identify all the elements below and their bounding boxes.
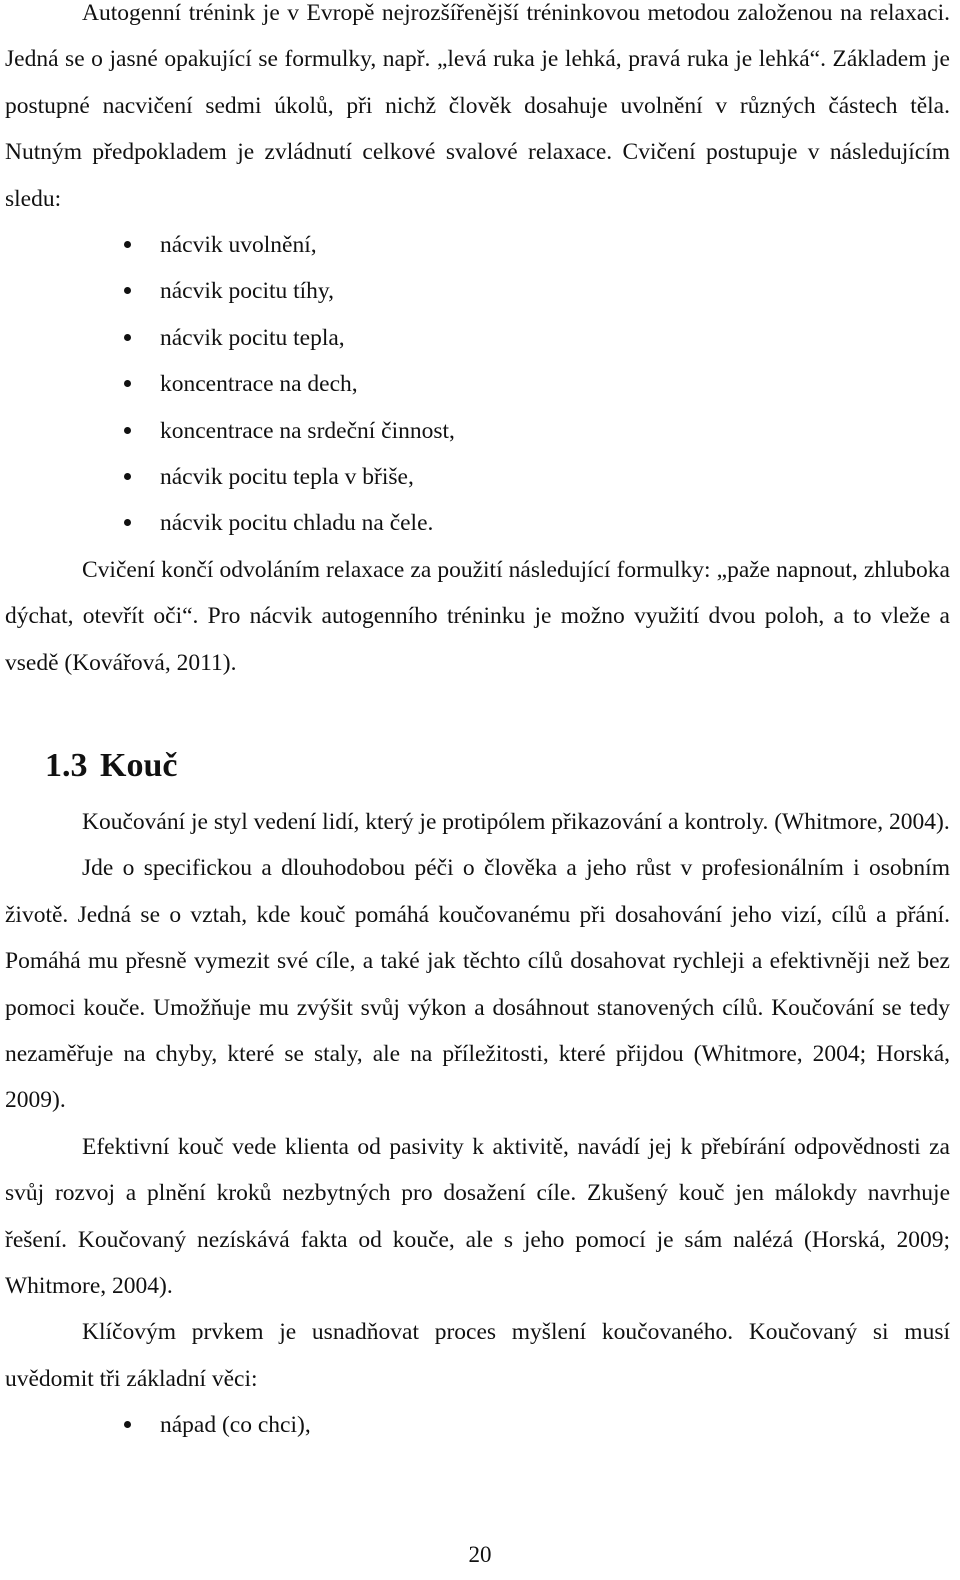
body-paragraph: Klíčovým prvkem je usnadňovat proces myšlení koučovaného. Koučovaný si musí uvědomit tři základní věci: (5, 1319, 950, 1392)
list-item: nácvik pocitu tepla, (5, 315, 950, 361)
bullet-icon (124, 334, 131, 341)
page-number: 20 (468, 1542, 492, 1567)
list-item: koncentrace na srdeční činnost, (5, 408, 950, 454)
coach-section (5, 799, 950, 1449)
closing-paragraph: Cvičení končí odvoláním relaxace za použití následující formulky: „paže napnout, zhluboka dýchat, otevřít oči“. Pro nácvik autogenního tréninku je možno využití dvou poloh, a to vleže a vsedě (Kovářová, 2011). (5, 556, 950, 676)
section-number: 1.3 (45, 747, 88, 784)
list-item: nácvik uvolnění, (5, 222, 950, 268)
list-item: koncentrace na dech, (5, 361, 950, 407)
bullet-icon (124, 473, 131, 480)
intro-section (5, 0, 950, 686)
section-title: Kouč (100, 747, 178, 784)
body-paragraph: Jde o specifickou a dlouhodobou péči o člověka a jeho růst v profesionálním i osobním životě. Jedná se o vztah, kde kouč pomáhá koučovanému při dosahování jeho vizí, cílů a přání. Pomáhá mu přesně vymezit své cíle, a také jak těchto cílů dosahovat rychleji a efektivněji než bez pomoci kouče. Umožňuje mu zvýšit svůj výkon a dosáhnout stanovených cílů. Koučování se tedy nezaměřuje na chyby, které se staly, ale na příležitosti, které přijdou (Whitmore, 2004; Horská, 2009). (5, 855, 950, 1114)
bullet-icon (124, 380, 131, 387)
body-paragraph: Efektivní kouč vede klienta od pasivity k aktivitě, navádí jej k přebírání odpovědnosti za svůj rozvoj a plnění kroků nezbytných pro dosažení cíle. Zkušený kouč jen málokdy navrhuje řešení. Koučovaný nezískává fakta od kouče, ale s jeho pomocí je sám nalézá (Horská, 2009; Whitmore, 2004). (5, 1133, 950, 1300)
bullet-icon (124, 287, 131, 294)
list-item: nácvik pocitu tíhy, (5, 268, 950, 314)
body-paragraph: Koučování je styl vedení lidí, který je protipólem přikazování a kontroly. (Whitmore, 2004). (82, 809, 950, 835)
exercise-list (5, 222, 950, 547)
awareness-list (5, 1402, 950, 1448)
intro-paragraph: Autogenní trénink je v Evropě nejrozšířenější tréninkovou metodou založenou na relaxaci. Jedná se o jasné opakující se formulky, např. „levá ruka je lehká, pravá ruka je lehká“. Základem je postupné nacvičení sedmi úkolů, při nichž člověk dosahuje uvolnění v různých částech těla. Nutným předpokladem je zvládnutí celkové svalové relaxace. Cvičení postupuje v následujícím sledu: (5, 0, 950, 212)
list-item: nápad (co chci), (5, 1402, 950, 1448)
section-heading (45, 743, 177, 789)
bullet-icon (124, 519, 131, 526)
bullet-icon (124, 241, 131, 248)
bullet-icon (124, 427, 131, 434)
list-item: nácvik pocitu chladu na čele. (5, 500, 950, 546)
bullet-icon (124, 1421, 131, 1428)
list-item: nácvik pocitu tepla v břiše, (5, 454, 950, 500)
